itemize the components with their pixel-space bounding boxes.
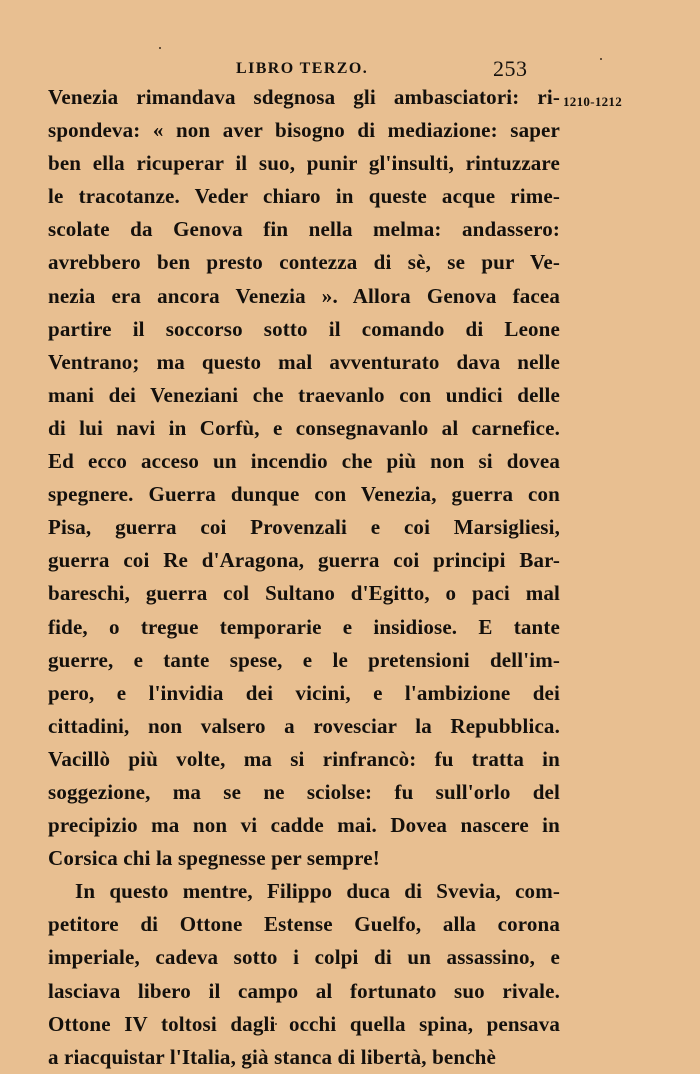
text-line: guerre, e tante spese, e le pretensioni dell'im-: [48, 647, 560, 672]
text-line: Venezia rimandava sdegnosa gli ambasciatori: ri-: [48, 85, 560, 109]
text-line: Vacillò più volte, ma si rinfrancò: fu tratta in: [48, 746, 560, 771]
text-line: guerra coi Re d'Aragona, guerra coi principi Bar-: [48, 548, 560, 573]
text-line: Pisa, guerra coi Provenzali e coi Marsigliesi,: [48, 515, 560, 540]
running-title: LIBRO TERZO.: [236, 60, 369, 77]
text-line: precipizio ma non vi cadde mai. Dovea nascere in: [48, 813, 560, 838]
text-line: Ed ecco acceso un incendio che più non si dovea: [48, 449, 560, 474]
page-speck-top: [159, 47, 161, 49]
text-line: le tracotanze. Veder chiaro in queste acque rime-: [48, 184, 560, 209]
text-line: pero, e l'invidia dei vicini, e l'ambizione dei: [48, 680, 560, 705]
margin-date-note: 1210-1212: [563, 94, 623, 109]
text-line: avrebbero ben presto contezza di sè, se pur Ve-: [48, 250, 560, 275]
page-number: 253: [493, 56, 528, 81]
text-line: Corsica chi la spegnesse per sempre!: [48, 846, 380, 871]
text-line: Ottone IV toltosi dagli occhi quella spina, pensava: [48, 1011, 560, 1036]
text-line: Ventrano; ma questo mal avventurato dava nelle: [48, 349, 560, 374]
text-line: imperiale, cadeva sotto i colpi di un assassino, e: [48, 945, 560, 970]
text-line: scolate da Genova fin nella melma: andassero:: [48, 217, 560, 242]
text-line: soggezione, ma se ne sciolse: fu sull'orlo del: [48, 779, 560, 804]
text-line: partire il soccorso sotto il comando di Leone: [48, 316, 560, 341]
text-line: di lui navi in Corfù, e consegnavanlo al carnefice.: [48, 415, 560, 440]
body-text: [48, 81, 560, 1074]
text-line: In questo mentre, Filippo duca di Svevia, com-: [75, 879, 560, 904]
text-line: petitore di Ottone Estense Guelfo, alla corona: [48, 912, 560, 937]
text-line: cittadini, non valsero a rovesciar la Repubblica.: [48, 713, 560, 738]
text-line: ben ella ricuperar il suo, punir gl'insulti, rintuzzare: [48, 151, 560, 176]
text-line: nezia era ancora Venezia ». Allora Genova facea: [48, 283, 560, 308]
text-line: mani dei Veneziani che traevanlo con undici delle: [48, 382, 560, 407]
text-line: lasciava libero il campo al fortunato suo rivale.: [48, 978, 560, 1003]
text-line: bareschi, guerra col Sultano d'Egitto, o paci mal: [48, 581, 560, 606]
text-line: fide, o tregue temporarie e insidiose. E tante: [48, 614, 560, 639]
text-line: a riacquistar l'Italia, già stanca di libertà, benchè: [48, 1044, 496, 1069]
text-line: spegnere. Guerra dunque con Venezia, guerra con: [48, 482, 560, 507]
text-line: spondeva: « non aver bisogno di mediazione: saper: [48, 118, 560, 143]
